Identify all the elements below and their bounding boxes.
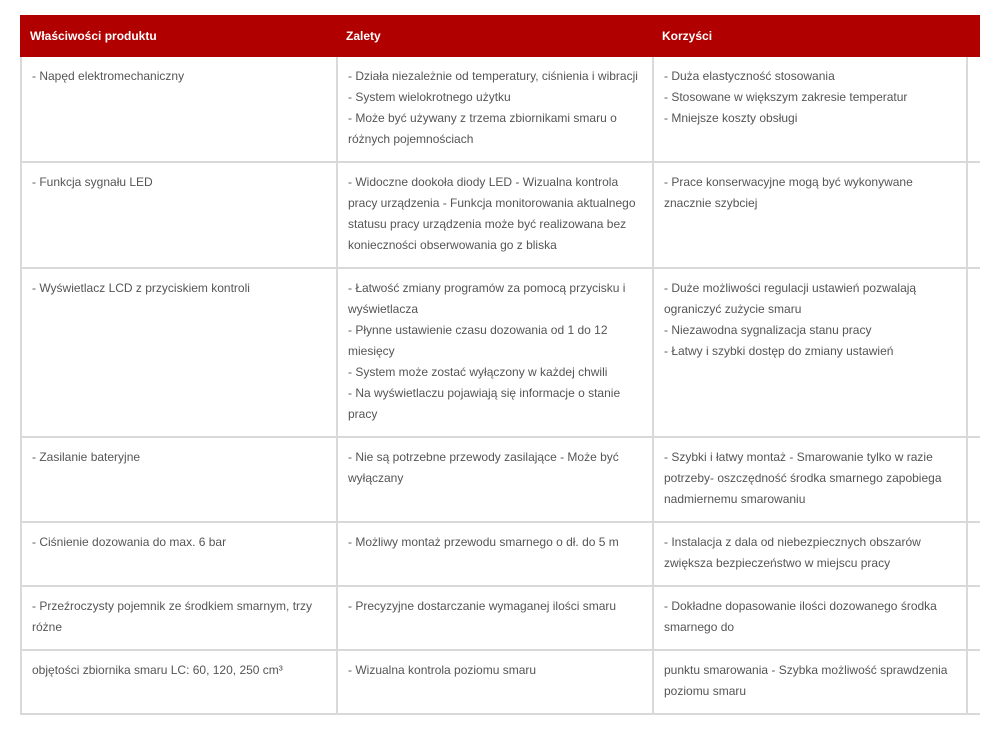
benefit-cell bbox=[652, 651, 968, 713]
cell-text-line: - Niezawodna sygnalizacja stanu pracy bbox=[664, 323, 872, 337]
benefit-cell bbox=[652, 587, 968, 649]
advantage-cell bbox=[336, 163, 652, 267]
product-features-table bbox=[20, 15, 980, 715]
advantage-cell bbox=[336, 651, 652, 713]
table-row bbox=[20, 587, 980, 651]
cell-text-line: - Zasilanie bateryjne bbox=[32, 450, 141, 464]
table-row bbox=[20, 651, 980, 715]
cell-text-line: - Działa niezależnie od temperatury, ciśnienia i wibracji bbox=[348, 69, 638, 83]
table-header bbox=[20, 15, 980, 57]
cell-text-line: - Duże możliwości regulacji ustawień pozwalają bbox=[664, 281, 917, 295]
cell-text-line: - Widoczne dookoła diody LED - Wizualna kontrola bbox=[348, 175, 619, 189]
benefit-cell bbox=[652, 438, 968, 521]
cell-text-line: - Prace konserwacyjne mogą być wykonywane bbox=[664, 175, 913, 189]
cell-text-line: pracy urządzenia - Funkcja monitorowania aktualnego bbox=[348, 196, 636, 210]
advantage-cell bbox=[336, 523, 652, 585]
cell-text-line: - Może być używany z trzema zbiornikami smaru o bbox=[348, 111, 617, 125]
cell-text-line: - Instalacja z dala od niebezpiecznych obszarów bbox=[664, 535, 921, 549]
header-benefits: Korzyści bbox=[662, 29, 713, 43]
cell-text-line: miesięcy bbox=[348, 344, 395, 358]
property-cell bbox=[20, 438, 336, 521]
cell-text-line: wyświetlacza bbox=[348, 302, 419, 316]
table-body bbox=[20, 57, 980, 715]
benefit-cell bbox=[652, 269, 968, 436]
cell-text-line: - Przeźroczysty pojemnik ze środkiem smarnym, trzy bbox=[32, 599, 313, 613]
cell-text-line: - Duża elastyczność stosowania bbox=[664, 69, 835, 83]
cell-text-line: punktu smarowania - Szybka możliwość sprawdzenia bbox=[664, 663, 948, 677]
advantage-cell bbox=[336, 587, 652, 649]
cell-text-line: - Płynne ustawienie czasu dozowania od 1 do 12 bbox=[348, 323, 608, 337]
table-row bbox=[20, 523, 980, 587]
property-cell bbox=[20, 163, 336, 267]
property-cell bbox=[20, 587, 336, 649]
cell-text-line: - Możliwy montaż przewodu smarnego o dł. do 5 m bbox=[348, 535, 619, 549]
cell-text-line: nadmiernemu smarowaniu bbox=[664, 492, 806, 506]
cell-text-line: - Napęd elektromechaniczny bbox=[32, 69, 185, 83]
cell-text-line: - Funkcja sygnału LED bbox=[32, 175, 153, 189]
cell-text-line: różne bbox=[32, 620, 63, 634]
cell-text-line: - Łatwość zmiany programów za pomocą przycisku i bbox=[348, 281, 626, 295]
cell-text-line: - Stosowane w większym zakresie temperatur bbox=[664, 90, 908, 104]
cell-text-line: różnych pojemnościach bbox=[348, 132, 474, 146]
advantage-cell bbox=[336, 438, 652, 521]
table-row bbox=[20, 438, 980, 523]
property-cell bbox=[20, 523, 336, 585]
cell-text-line: - Szybki i łatwy montaż - Smarowanie tylko w razie bbox=[664, 450, 933, 464]
benefit-cell bbox=[652, 523, 968, 585]
table-row bbox=[20, 57, 980, 163]
property-cell bbox=[20, 269, 336, 436]
property-cell bbox=[20, 57, 336, 161]
cell-text-line: - System może zostać wyłączony w każdej chwili bbox=[348, 365, 608, 379]
cell-text-line: - Dokładne dopasowanie ilości dozowanego środka bbox=[664, 599, 937, 613]
cell-text-line: potrzeby- oszczędność środka smarnego zapobiega bbox=[664, 471, 942, 485]
advantage-cell bbox=[336, 57, 652, 161]
table-row bbox=[20, 163, 980, 269]
cell-text-line: - Łatwy i szybki dostęp do zmiany ustawień bbox=[664, 344, 894, 358]
cell-text-line: - Wyświetlacz LCD z przyciskiem kontroli bbox=[32, 281, 250, 295]
cell-text-line: - Nie są potrzebne przewody zasilające - Może być bbox=[348, 450, 619, 464]
cell-text-line: zwiększa bezpieczeństwo w miejscu pracy bbox=[664, 556, 891, 570]
cell-text-line: - Ciśnienie dozowania do max. 6 bar bbox=[32, 535, 227, 549]
benefit-cell bbox=[652, 57, 968, 161]
cell-text-line: ograniczyć zużycie smaru bbox=[664, 302, 802, 316]
cell-text-line: wyłączany bbox=[348, 471, 404, 485]
header-properties: Właściwości produktu bbox=[30, 29, 157, 43]
cell-text-line: - Wizualna kontrola poziomu smaru bbox=[348, 663, 537, 677]
benefit-cell bbox=[652, 163, 968, 267]
cell-text-line: smarnego do bbox=[664, 620, 735, 634]
cell-text-line: - Precyzyjne dostarczanie wymaganej ilości smaru bbox=[348, 599, 617, 613]
cell-text-line: objętości zbiornika smaru LC: 60, 120, 250 cm³ bbox=[32, 663, 283, 677]
cell-text-line: pracy bbox=[348, 407, 378, 421]
cell-text-line: poziomu smaru bbox=[664, 684, 747, 698]
cell-text-line: znacznie szybciej bbox=[664, 196, 758, 210]
table-row bbox=[20, 269, 980, 438]
cell-text-line: - Na wyświetlaczu pojawiają się informacje o stanie bbox=[348, 386, 621, 400]
property-cell bbox=[20, 651, 336, 713]
advantage-cell bbox=[336, 269, 652, 436]
header-advantages: Zalety bbox=[346, 29, 381, 43]
cell-text-line: statusu pracy urządzenia może być realizowana bez bbox=[348, 217, 627, 231]
cell-text-line: - System wielokrotnego użytku bbox=[348, 90, 511, 104]
cell-text-line: - Mniejsze koszty obsługi bbox=[664, 111, 798, 125]
cell-text-line: konieczności obserwowania go z bliska bbox=[348, 238, 557, 252]
